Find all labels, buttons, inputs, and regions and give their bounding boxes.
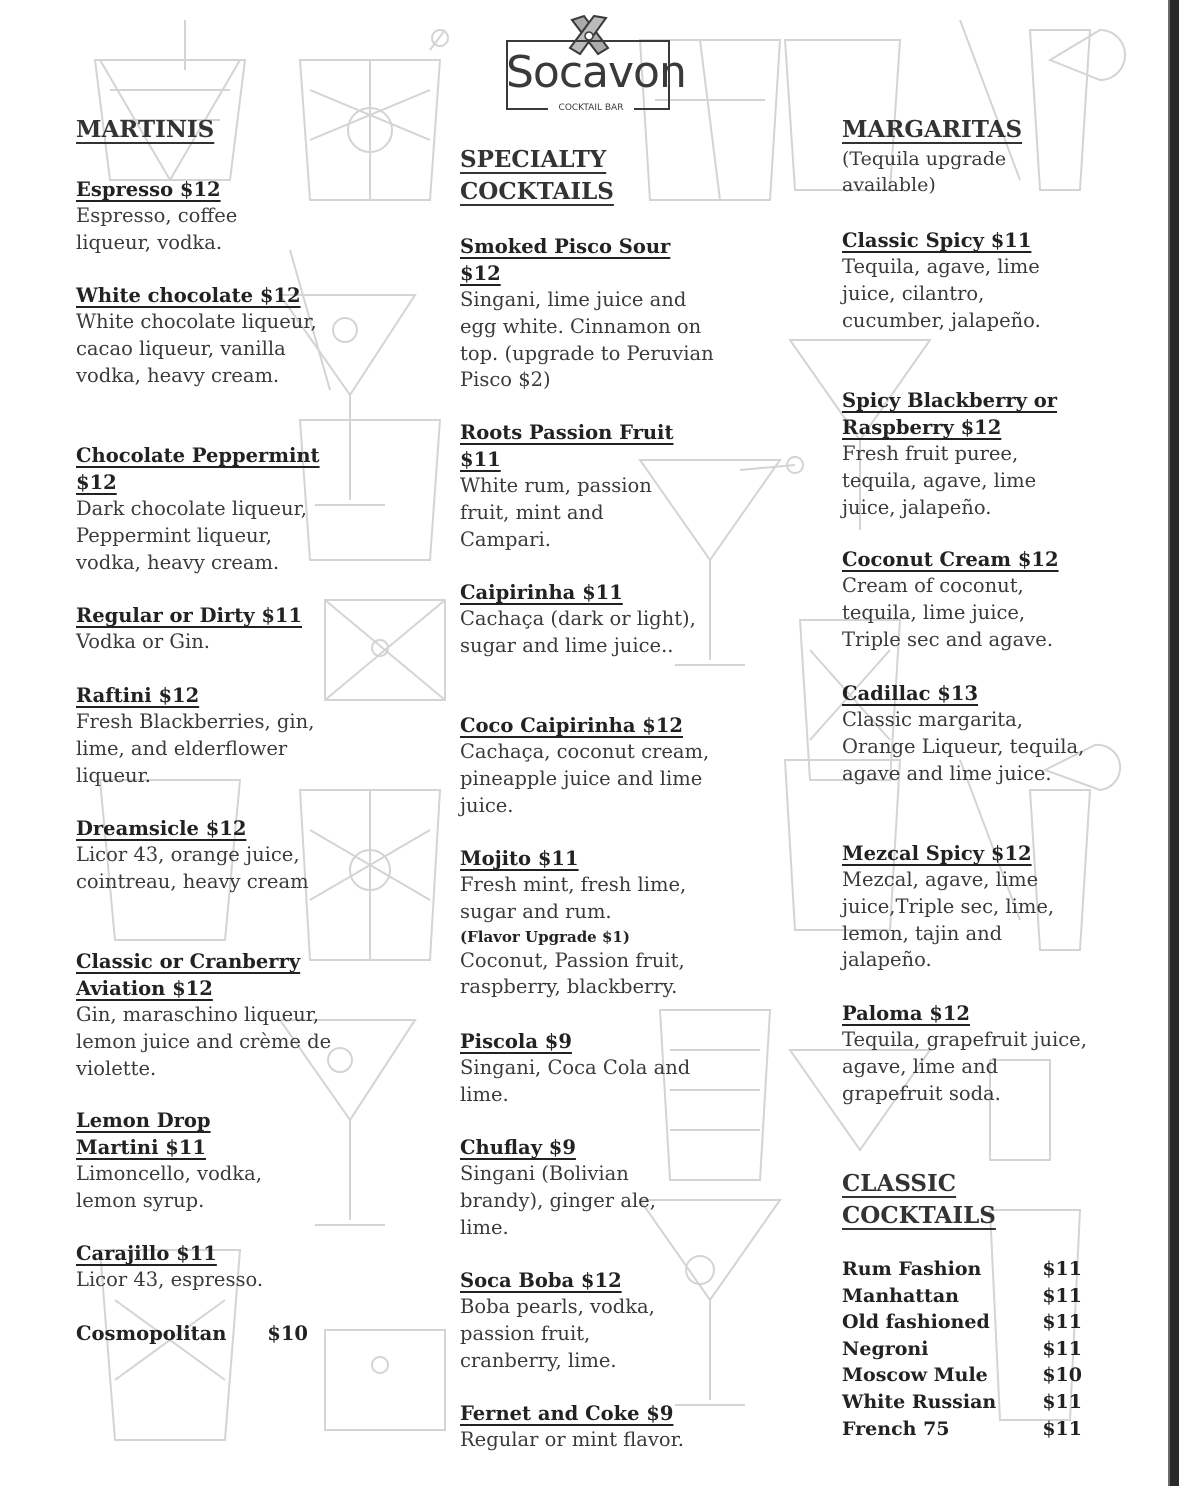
item-name: Fernet and Coke $9 [460,1402,674,1425]
item-price: $11 [1042,1390,1082,1413]
item-name: Spicy Blackberry or Raspberry $12 [842,389,1058,439]
menu-item [460,845,760,1001]
classic-item [842,1389,1082,1416]
item-name: Negroni [842,1337,929,1360]
item-name: Regular or Dirty $11 [76,604,303,627]
item-price: $11 [1042,1337,1082,1360]
item-description: Licor 43, orange juice, cointreau, heavy cream [76,843,309,893]
classic-item [842,1336,1082,1363]
item-name: Cadillac $13 [842,682,979,705]
item-name: White Russian [842,1390,997,1413]
item-description: Cachaça, coconut cream, pineapple juice and lime juice. [460,740,710,817]
brand-name: Socavon [506,47,686,98]
page-edge [1170,0,1179,1486]
menu-item [460,712,760,819]
menu-item [842,227,1142,334]
item-price: $11 [1042,1311,1082,1334]
item-description: Dark chocolate liqueur, Peppermint liqueur, vodka, heavy cream. [76,497,307,574]
item-name: Espresso $12 [76,178,221,201]
glass-art-left-top [95,20,448,200]
menu-item [76,1240,376,1294]
item-description: Regular or mint flavor. [460,1428,684,1451]
item-name: Cosmopolitan [76,1322,227,1345]
menu-item [76,682,376,789]
menu-item [460,233,760,394]
menu-item [842,387,1142,521]
item-description: Cream of coconut, tequila, lime juice, Triple sec and agave. [842,574,1054,651]
classic-cocktails-list [842,1256,1082,1442]
item-description: Singani, Coca Cola and lime. [460,1056,691,1106]
menu-item [76,282,376,389]
item-description: Tequila, grapefruit juice, agave, lime and grapefruit soda. [842,1028,1087,1105]
specialty-heading-line1: SPECIALTY [460,146,607,173]
classic-item [842,1256,1082,1283]
item-description: Boba pearls, vodka, passion fruit, cranberry, lime. [460,1295,655,1372]
item-description: Classic margarita, Orange Liqueur, tequila, agave and lime juice. [842,708,1085,785]
item-price: $10 [267,1322,308,1345]
specialty-heading-line2: COCKTAILS [460,178,614,205]
specialty-section [460,144,760,208]
menu-item [76,176,376,257]
menu-item [842,840,1142,974]
item-description: Coconut, Passion fruit, raspberry, blackberry. [460,948,685,999]
item-description: White chocolate liqueur, cacao liqueur, vanilla vodka, heavy cream. [76,310,317,387]
menu-item [460,1028,760,1109]
classic-heading-line1: CLASSIC [842,1170,957,1197]
item-name: Coco Caipirinha $12 [460,714,683,737]
brand-subtitle: COCKTAIL BAR [548,102,634,114]
menu-item [842,680,1142,787]
item-name: Moscow Mule [842,1364,988,1387]
item-description: Limoncello, vodka, lemon syrup. [76,1162,262,1212]
martinis-section [76,114,376,146]
item-name: Roots Passion Fruit $11 [460,421,674,471]
classic-item [842,1416,1082,1443]
item-description: Singani (Bolivian brandy), ginger ale, lime. [460,1162,656,1239]
tequila-upgrade-note: (Tequila upgrade available) [842,148,1007,196]
classic-heading-line2: COCKTAILS [842,1202,996,1229]
item-description: Fresh Blackberries, gin, lime, and elderflower liqueur. [76,710,315,787]
item-description: Fresh mint, fresh lime, sugar and rum. [460,873,687,923]
menu-item [76,442,376,576]
socavon-logo [506,14,686,122]
item-description: Vodka or Gin. [76,630,210,653]
item-description: Licor 43, espresso. [76,1268,264,1291]
item-description: Espresso, coffee liqueur, vodka. [76,204,238,254]
margaritas-section [842,114,1142,198]
item-name: Caipirinha $11 [460,581,623,604]
item-name: Classic Spicy $11 [842,229,1032,252]
item-description: White rum, passion fruit, mint and Campari. [460,474,652,551]
classic-section-heading [842,1168,1082,1232]
item-name: Mojito $11 [460,847,579,870]
item-description: Mezcal, agave, lime juice,Triple sec, lime, lemon, tajin and jalapeño. [842,868,1055,972]
menu-item [76,815,376,896]
menu-item [76,948,376,1082]
item-description: Singani, lime juice and egg white. Cinnamon on top. (upgrade to Peruvian Pisco $2) [460,288,714,392]
item-name: Lemon Drop Martini $11 [76,1109,211,1159]
item-description: Cachaça (dark or light), sugar and lime juice.. [460,607,696,657]
item-name: Raftini $12 [76,684,200,707]
classic-item [842,1362,1082,1389]
item-name: Carajillo $11 [76,1242,217,1265]
item-name: Mezcal Spicy $12 [842,842,1032,865]
item-name: French 75 [842,1417,950,1440]
item-name: Chuflay $9 [460,1136,576,1159]
menu-item [460,1400,760,1454]
item-name: Dreamsicle $12 [76,817,247,840]
item-description: Tequila, agave, lime juice, cilantro, cucumber, jalapeño. [842,255,1041,332]
item-name: Piscola $9 [460,1030,572,1053]
menu-item [460,1267,760,1374]
item-name: Rum Fashion [842,1258,982,1280]
menu-item [76,602,376,656]
item-price: $11 [1042,1417,1082,1440]
item-price: $11 [1042,1258,1082,1280]
martinis-heading: MARTINIS [76,116,215,143]
menu-item [460,419,760,553]
item-description: Gin, maraschino liqueur, lemon juice and crème de violette. [76,1003,332,1080]
menu-item [842,1000,1142,1107]
margaritas-heading: MARGARITAS [842,116,1023,143]
menu-item-cosmopolitan [76,1320,316,1347]
item-name: Smoked Pisco Sour $12 [460,235,671,285]
classic-item [842,1309,1082,1336]
flavor-upgrade-note: (Flavor Upgrade $1) [460,927,630,946]
item-price: $10 [1042,1364,1082,1387]
item-name: Soca Boba $12 [460,1269,622,1292]
item-name: Chocolate Peppermint $12 [76,444,320,494]
item-name: White chocolate $12 [76,284,301,307]
item-description: Fresh fruit puree, tequila, agave, lime juice, jalapeño. [842,442,1037,519]
menu-item [842,546,1142,653]
menu-item [76,1107,376,1215]
item-name: Old fashioned [842,1311,990,1334]
item-row [76,1320,308,1347]
item-name: Classic or Cranberry Aviation $12 [76,950,301,1000]
item-name: Coconut Cream $12 [842,548,1059,571]
classic-item [842,1283,1082,1310]
item-price: $11 [1042,1284,1082,1307]
menu-item [460,1134,760,1241]
item-name: Paloma $12 [842,1002,970,1025]
item-name: Manhattan [842,1284,959,1307]
menu-item [460,579,760,660]
